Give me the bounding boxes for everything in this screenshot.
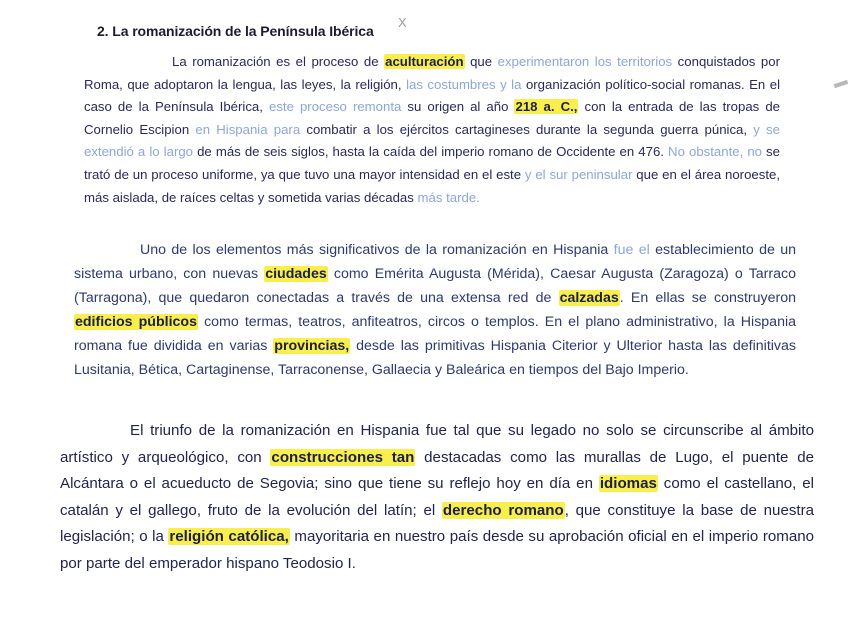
text-run: El triunfo de la romanización en Hispania fue tal que su legado no solo se circunscribe al ámbito artístico y arqueológico, con <box>60 422 814 466</box>
text-run: Uno de los elementos más significativos de la romanización en Hispania <box>140 242 614 258</box>
highlighted-term: provincias, <box>274 337 350 354</box>
highlighted-term: 218 a. C., <box>515 99 578 115</box>
text-run: desde las primitivas Hispania Citerior y Ulterior hasta las definitivas Lusitania, Bética, Cartaginense, Tarraconense, Gallaecia y Baleárica en tiempos del Bajo Imperio. <box>74 337 796 378</box>
paragraph-3 <box>60 418 814 578</box>
text-run: como el castellano, el catalán y el gallego, fruto de la evolución del latín; el <box>60 475 814 519</box>
highlighted-term: idiomas <box>599 475 657 493</box>
highlighted-term: construcciones tan <box>271 448 415 466</box>
section-title: 2. La romanización de la Península Ibérica <box>97 23 374 39</box>
highlighted-term: ciudades <box>265 265 327 282</box>
faded-text: y el sur peninsular <box>524 166 633 182</box>
highlighted-term: religión católica, <box>169 528 289 546</box>
faded-text: fue el <box>613 242 650 258</box>
text-run: mayoritaria en nuestro país desde su aprobación oficial en el imperio romano por parte del emperador hispano Teodosio I. <box>60 528 814 572</box>
paragraph-1 <box>84 51 780 209</box>
faded-text: más tarde. <box>417 189 480 205</box>
text-run: que <box>464 54 498 69</box>
text-run: se trató de un proceso uniforme, ya que tuvo una mayor intensidad en el este <box>84 144 780 182</box>
text-run: con la entrada de las tropas de Cornelio Escipion <box>84 99 780 137</box>
text-run: combatir a los ejércitos cartagineses durante la segunda guerra púnica, <box>300 121 754 137</box>
highlighted-term: derecho romano <box>442 501 564 519</box>
text-run: . En ellas se construyeron <box>619 289 796 306</box>
text-run: de más de seis siglos, hasta la caída del imperio romano de Occidente en 476. <box>193 144 669 160</box>
highlighted-term: edificios públicos <box>75 313 197 330</box>
faded-text: las costumbres y la <box>406 76 522 92</box>
text-run: que en el área noroeste, más aislada, de raíces celtas y sometida varias décadas <box>84 166 780 205</box>
text-run: su origen al año <box>401 99 515 115</box>
text-run: establecimiento de un sistema urbano, con nuevas <box>74 242 796 282</box>
faded-text: No obstante, no <box>668 144 762 160</box>
faded-text: en Hispania para <box>195 121 301 137</box>
text-run: La romanización es el proceso de <box>172 54 385 69</box>
faded-text: y se extendió a lo largo <box>84 121 780 160</box>
text-run: como Emérita Augusta (Mérida), Caesar Augusta (Zaragoza) o Tarraco (Tarragona), que quedaron conectadas a través de una extensa red de <box>74 265 797 306</box>
text-run: destacadas como las murallas de Lugo, el puente de Alcántara o el acueducto de Segovia; sino que tiene su reflejo hoy en día en <box>60 448 814 493</box>
scan-edge-mark <box>834 80 848 88</box>
text-run: , que constituye la base de nuestra legislación; o la <box>60 501 815 546</box>
faded-text: este proceso remonta <box>268 99 402 115</box>
paragraph-2 <box>74 239 796 382</box>
pencil-mark: X <box>398 15 407 30</box>
highlighted-term: calzadas <box>559 289 619 306</box>
faded-text: experimentaron los territorios <box>497 54 673 69</box>
text-run: organización político-social romanas. En el caso de la Península Ibérica, <box>84 76 781 115</box>
text-run: como termas, teatros, anfiteatros, circos o templos. En el plano administrativo, la Hispania romana fue dividida en varias <box>74 313 797 354</box>
text-run: conquistados por Roma, que adoptaron la lengua, las leyes, la religión, <box>84 54 780 92</box>
highlighted-term: aculturación <box>385 54 464 69</box>
